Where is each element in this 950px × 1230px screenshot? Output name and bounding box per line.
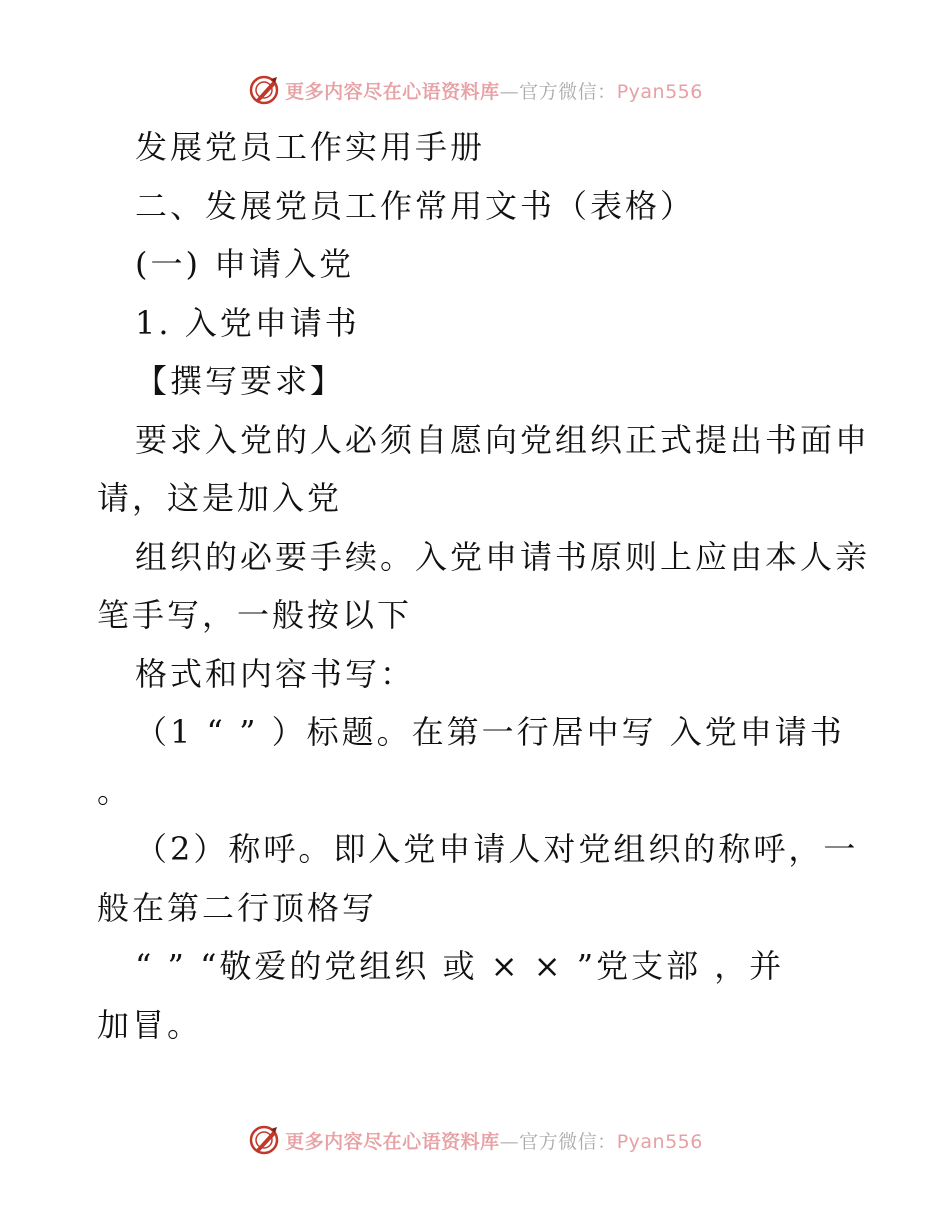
paragraph-line: 组织的必要手续。入党申请书原则上应由本人亲 bbox=[135, 537, 871, 576]
item-heading: 1. 入党申请书 bbox=[135, 303, 360, 342]
watermark-wechat-id: Pyan556 bbox=[616, 1130, 703, 1153]
requirement-heading: 【撰写要求】 bbox=[135, 362, 346, 400]
paragraph-line: （1 “ ” ）标题。在第一行居中写 入党申请书 bbox=[135, 713, 845, 751]
watermark-site-name: 更多内容尽在心语资料库 bbox=[285, 1130, 500, 1153]
section-heading: 二、发展党员工作常用文书（表格） bbox=[135, 186, 696, 225]
watermark-dash: — bbox=[499, 1130, 520, 1153]
document-body bbox=[97, 118, 871, 1054]
watermark-site-name: 更多内容尽在心语资料库 bbox=[285, 80, 500, 103]
paragraph-line: 加冒。 bbox=[97, 1005, 203, 1044]
watermark-wechat-label: 官方微信： bbox=[519, 80, 617, 103]
quill-seal-icon bbox=[247, 73, 281, 107]
watermark-text bbox=[285, 77, 703, 104]
paragraph-line: 格式和内容书写： bbox=[135, 654, 416, 693]
watermark-inner bbox=[247, 73, 703, 107]
watermark-wechat-id: Pyan556 bbox=[616, 80, 703, 103]
footer-watermark bbox=[0, 1120, 950, 1160]
watermark-dash: — bbox=[499, 80, 520, 103]
paragraph-line: 。 bbox=[97, 771, 133, 810]
paragraph-line: 笔手写，一般按以下 bbox=[97, 596, 413, 634]
watermark-wechat-label: 官方微信： bbox=[519, 1130, 617, 1153]
doc-title: 发展党员工作实用手册 bbox=[135, 128, 486, 166]
paragraph-line: “ ” “敬爱的党组织 或 × × ”党支部 ，并 bbox=[135, 947, 785, 985]
paragraph-line: （2）称呼。即入党申请人对党组织的称呼，一 bbox=[135, 830, 859, 868]
paragraph-line: 请，这是加入党 bbox=[97, 479, 343, 517]
quill-seal-icon bbox=[247, 1123, 281, 1157]
paragraph-line: 要求入党的人必须自愿向党组织正式提出书面申 bbox=[135, 420, 871, 459]
subsection-heading: (一) 申请入党 bbox=[135, 245, 355, 283]
paragraph-line: 般在第二行顶格写 bbox=[97, 888, 378, 927]
watermark-inner bbox=[247, 1123, 703, 1157]
watermark-text bbox=[285, 1127, 703, 1154]
header-watermark bbox=[0, 70, 950, 110]
